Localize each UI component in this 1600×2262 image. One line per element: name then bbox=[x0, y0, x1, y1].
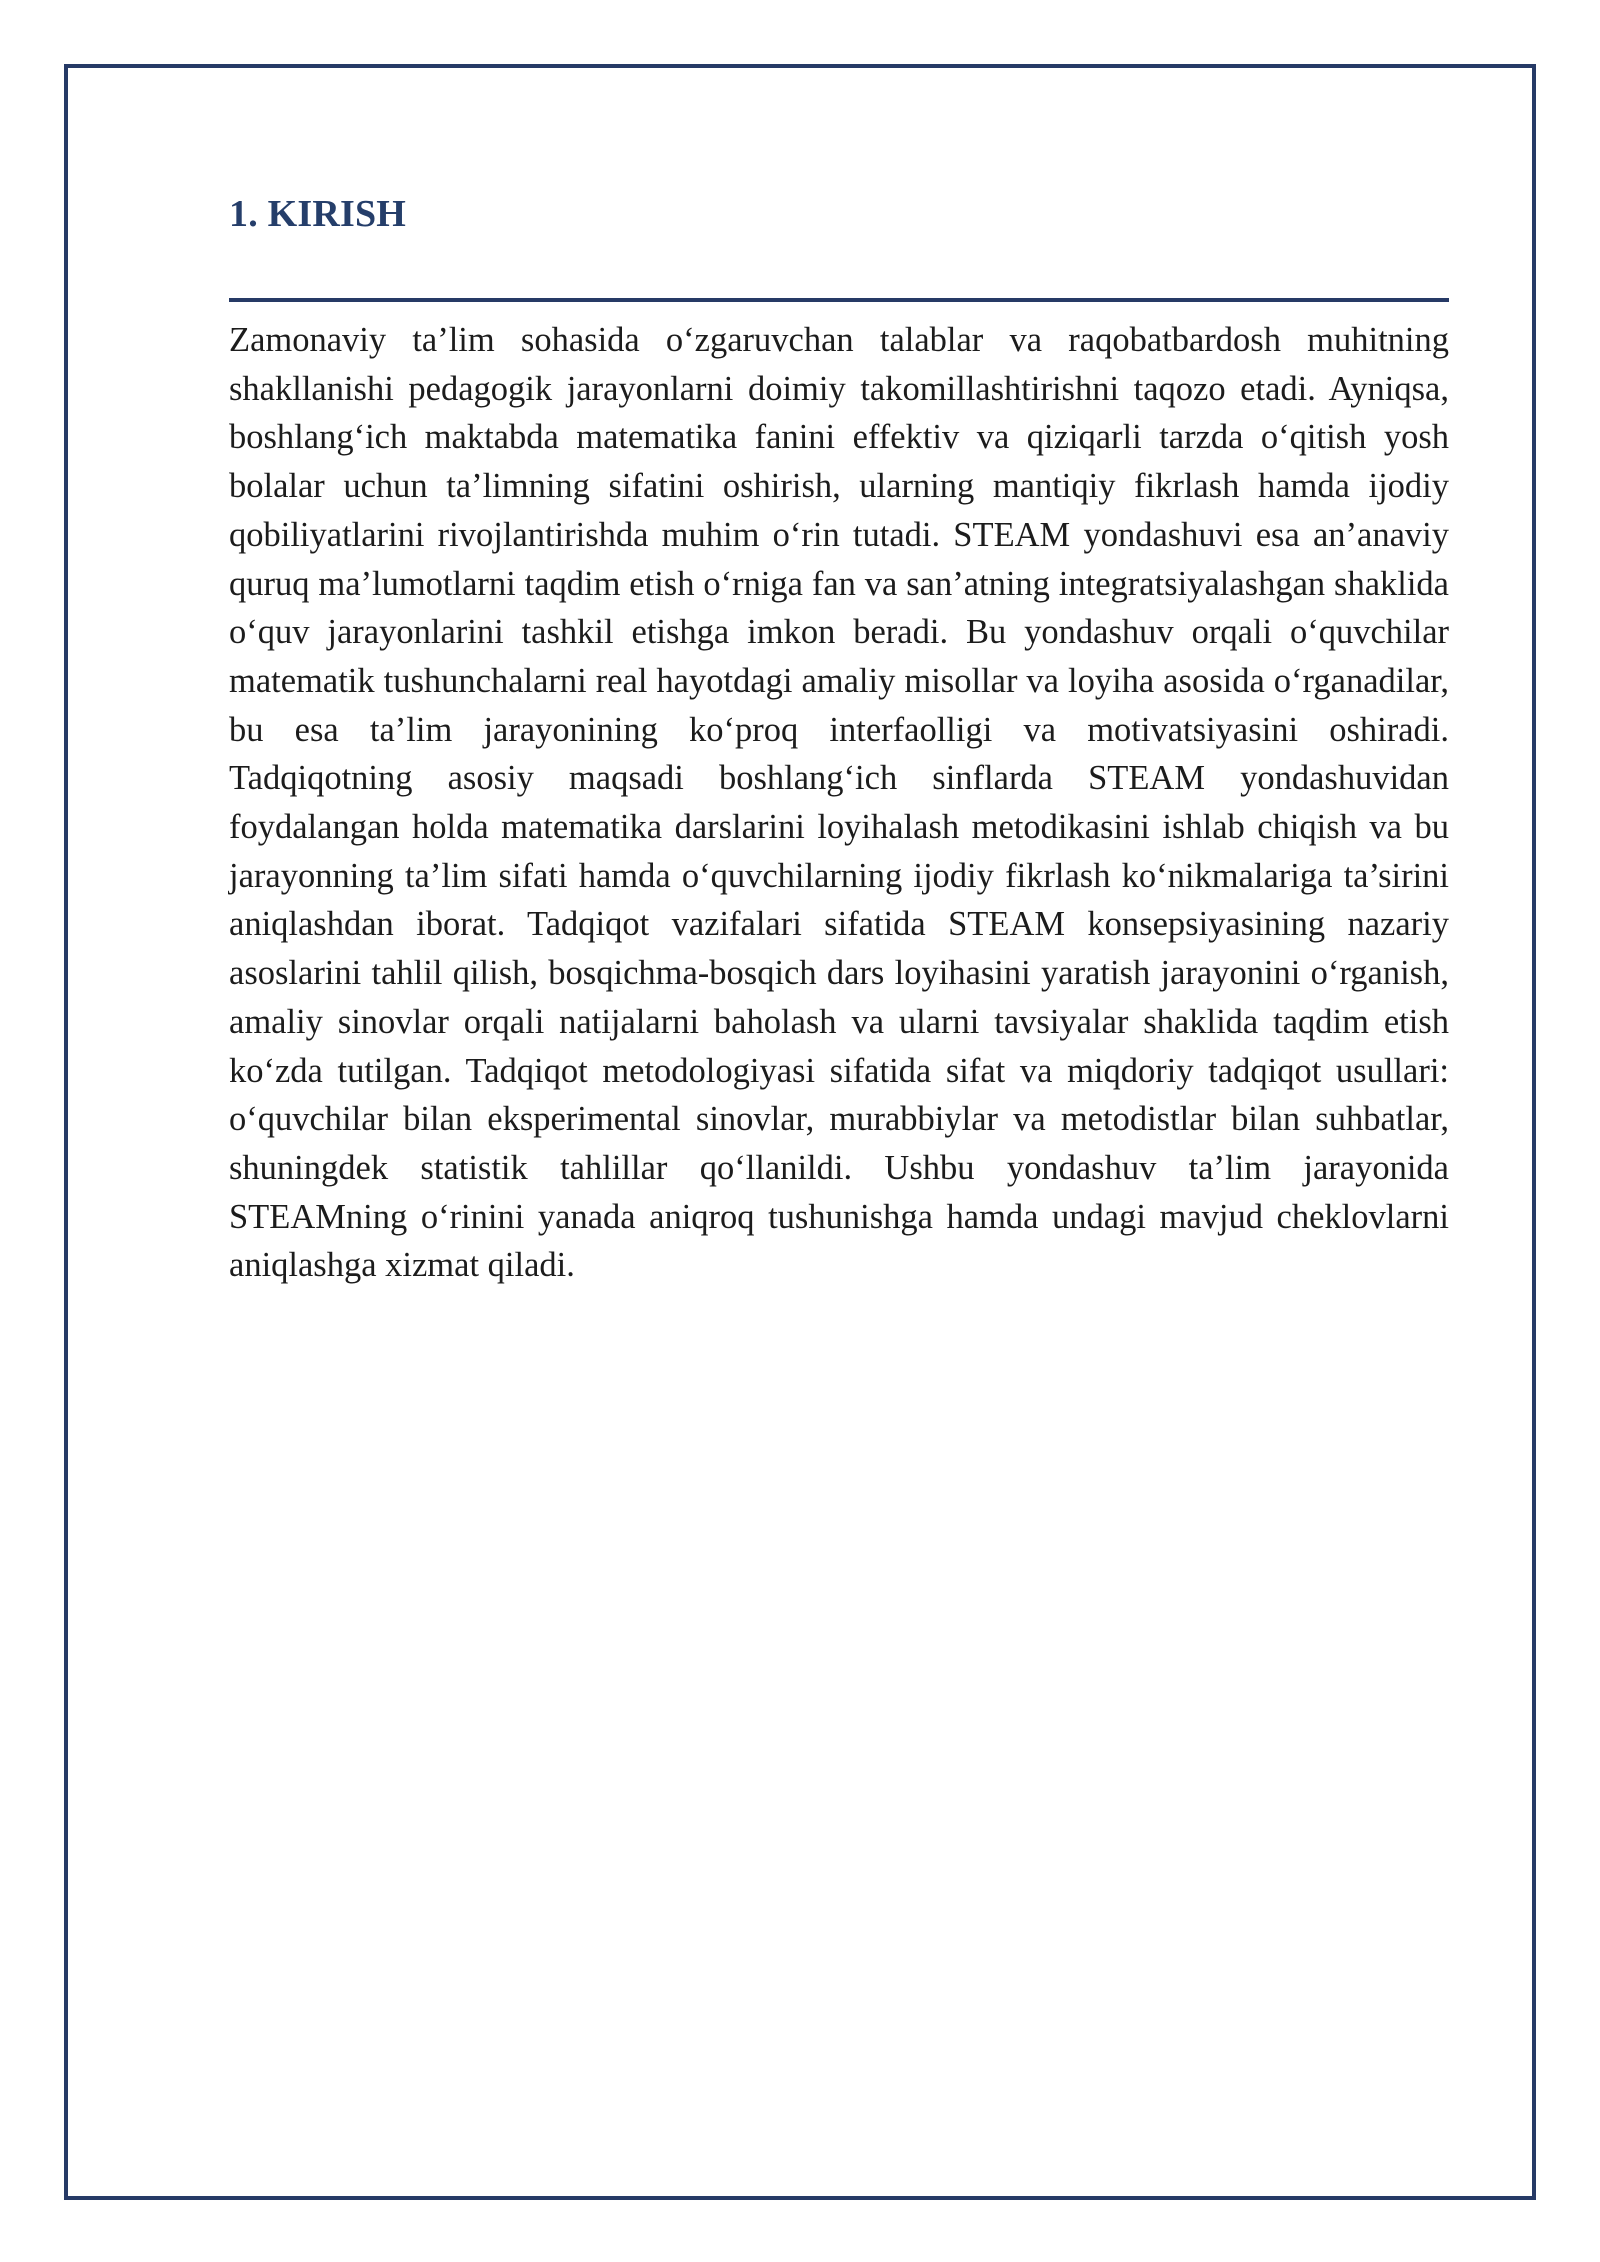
intro-paragraph: Zamonaviy ta’lim sohasida o‘zgaruvchan talablar va raqobatbardosh muhitning shakllanishi pedagogik jarayonlarni doimiy takomillashtirishni taqozo etadi. Ayniqsa, boshlang‘ich maktabda matematika fanini effektiv va qiziqarli tarzda o‘qitish yosh bolalar uchun ta’limning sifatini oshirish, ularning mantiqiy fikrlash hamda ijodiy qobiliyatlarini rivojlantirishda muhim o‘rin tutadi. STEAM yondashuvi esa an’anaviy quruq ma’lumotlarni taqdim etish o‘rniga fan va san’atning integratsiyalashgan shaklida o‘quv jarayonlarini tashkil etishga imkon beradi. Bu yondashuv orqali o‘quvchilar matematik tushunchalarni real hayotdagi amaliy misollar va loyiha asosida o‘rganadilar, bu esa ta’lim jarayonining ko‘proq interfaolligi va motivatsiyasini oshiradi. Tadqiqotning asosiy maqsadi boshlang‘ich sinflarda STEAM yondashuvidan foydalangan holda matematika darslarini loyihalash metodikasini ishlab chiqish va bu jarayonning ta’lim sifati hamda o‘quvchilarning ijodiy fikrlash ko‘nikmalariga ta’sirini aniqlashdan iborat. Tadqiqot vazifalari sifatida STEAM konsepsiyasining nazariy asoslarini tahlil qilish, bosqichma-bosqich dars loyihasini yaratish jarayonini o‘rganish, amaliy sinovlar orqali natijalarni baholash va ularni tavsiyalar shaklida taqdim etish ko‘zda tutilgan. Tadqiqot metodologiyasi sifatida sifat va miqdoriy tadqiqot usullari: o‘quvchilar bilan eksperimental sinovlar, murabbiylar va metodistlar bilan suhbatlar, shuningdek statistik tahlillar qo‘llanildi. Ushbu yondashuv ta’lim jarayonida STEAMning o‘rinini yanada aniqroq tushunishga hamda undagi mavjud cheklovlarni aniqlashga xizmat qiladi. bbox=[229, 321, 1449, 1285]
heading-divider-rule bbox=[229, 298, 1449, 302]
section-heading: 1. KIRISH bbox=[229, 193, 407, 235]
